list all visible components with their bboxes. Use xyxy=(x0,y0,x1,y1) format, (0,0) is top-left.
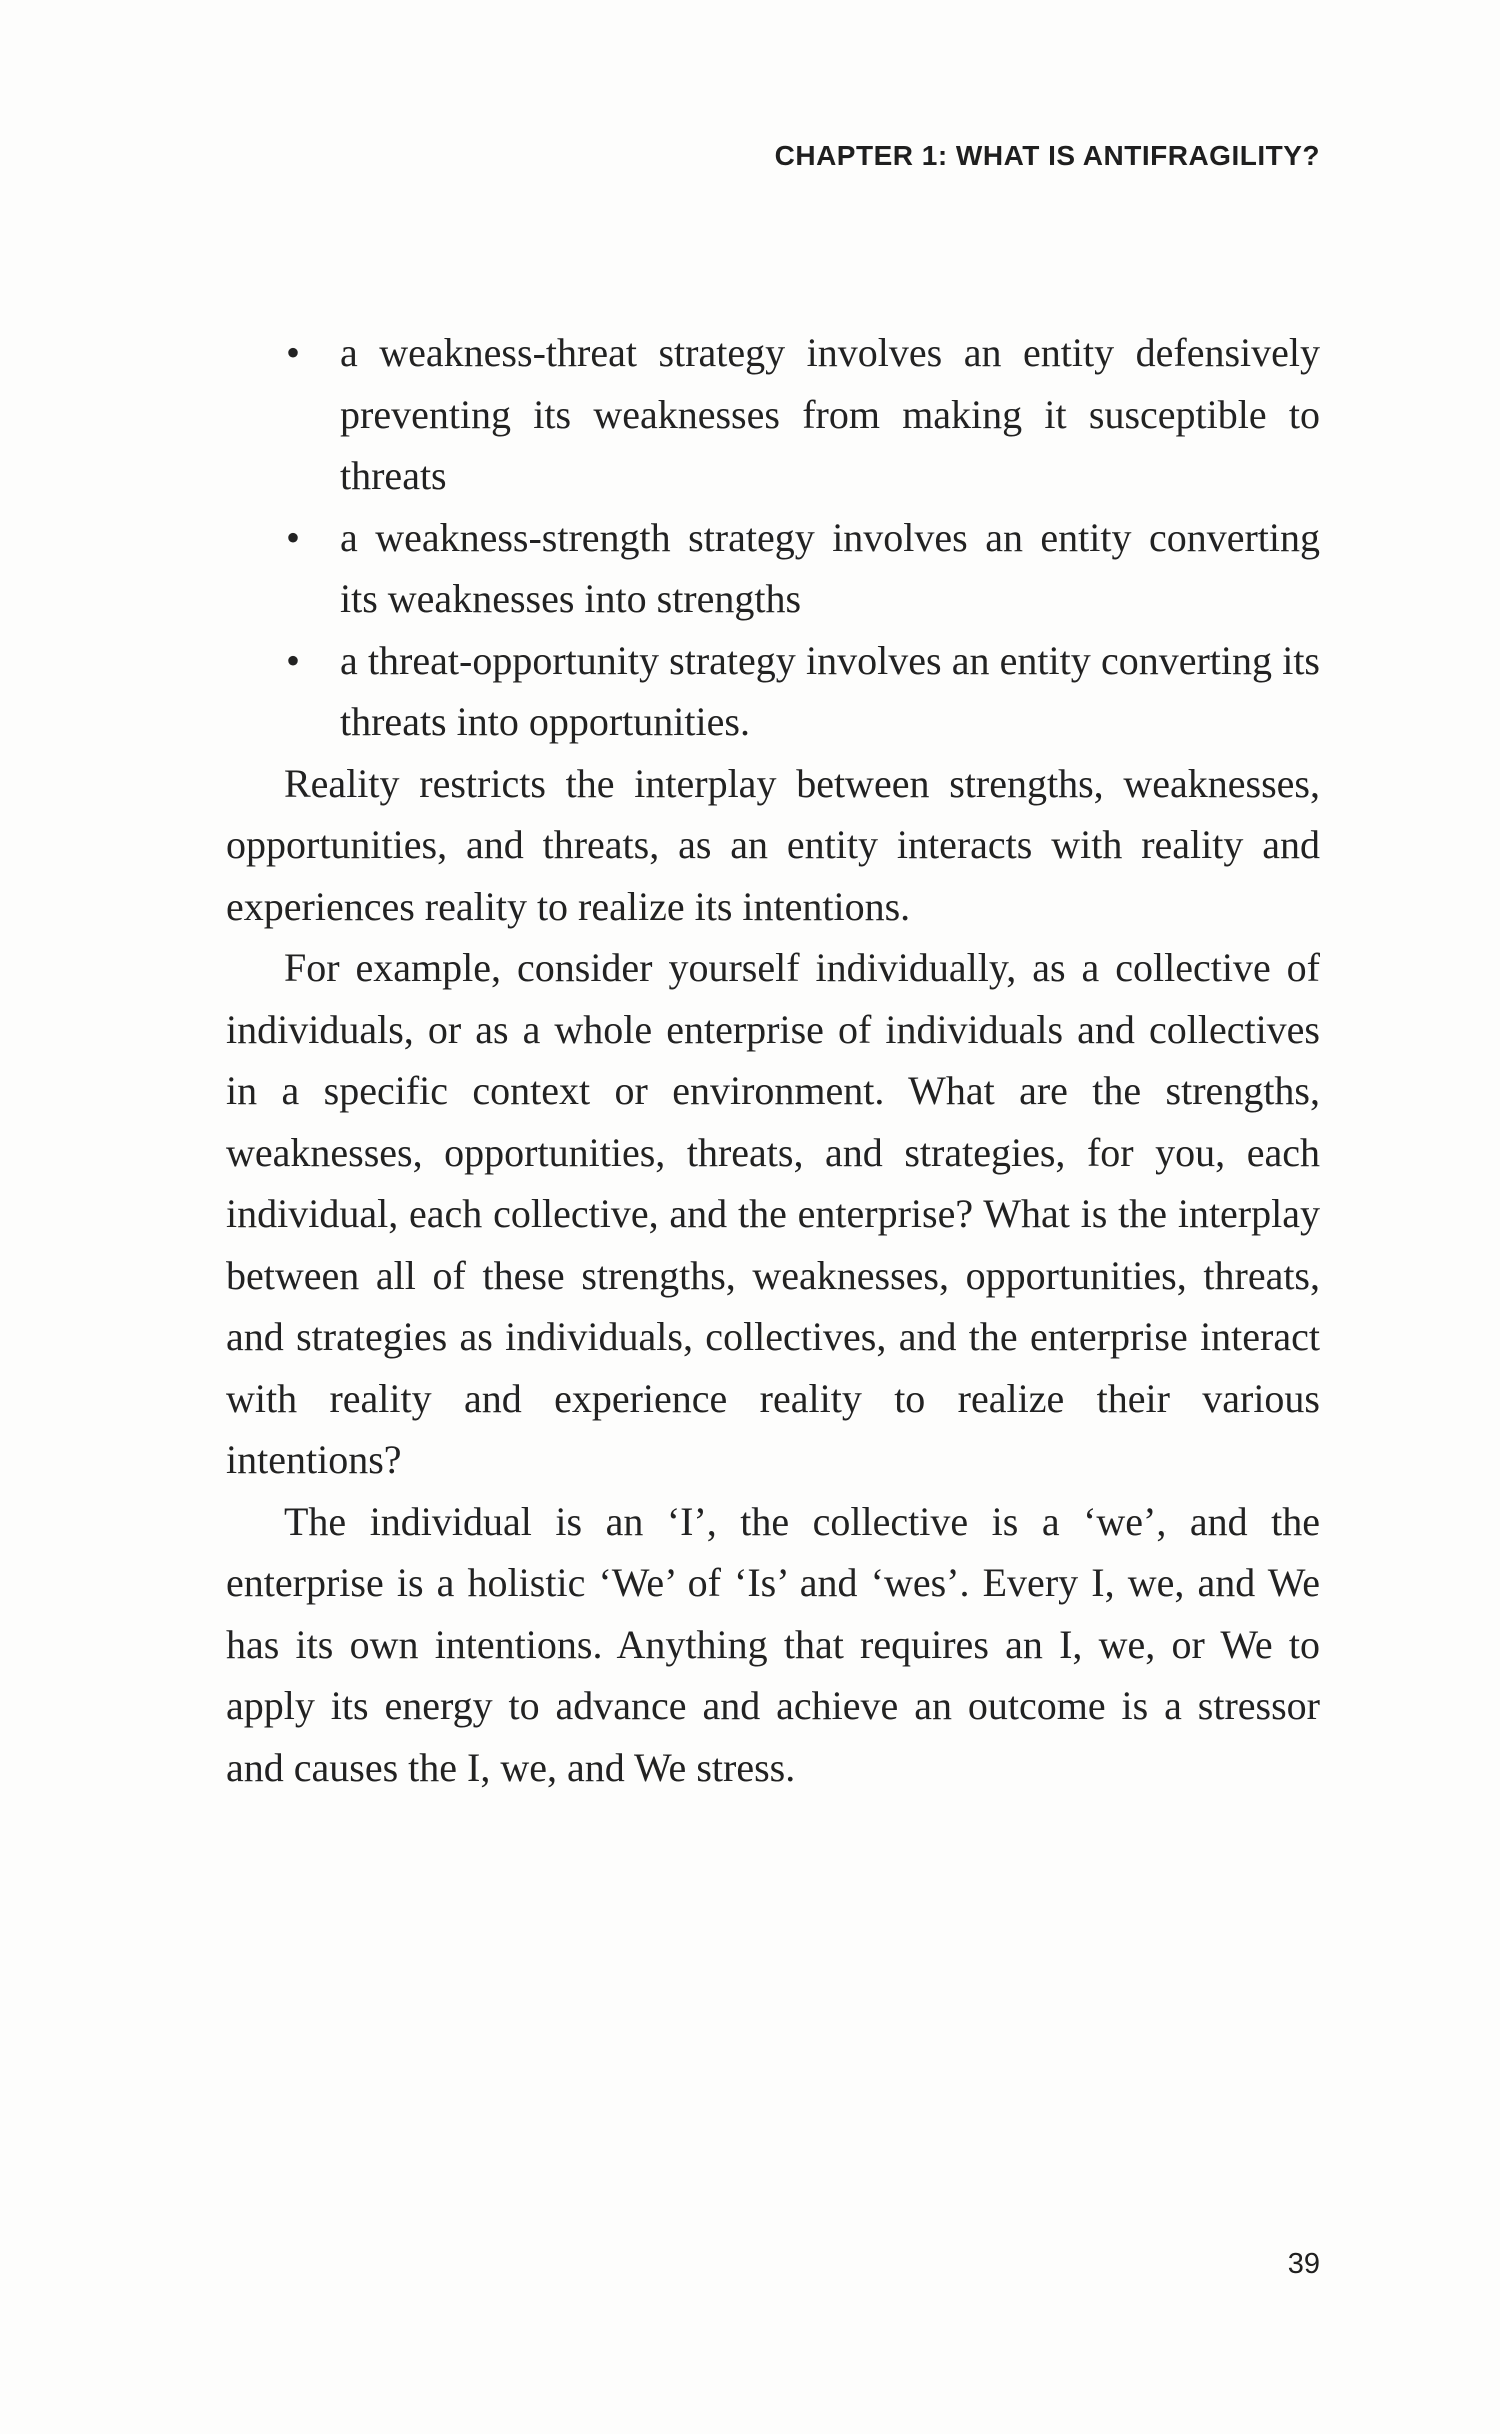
body-text xyxy=(226,322,1320,1798)
bullet-icon: • xyxy=(286,330,301,375)
paragraph-example: For example, consider yourself individually, as a collective of individuals, or as a whole enterprise of individuals and collectives in a specific context or environment. What are the strengths, weaknesses, opportunities, threats, and strategies, for you, each individual, each collective, and the enterprise? What is the interplay between all of these strengths, weaknesses, opportunities, threats, and strategies as individuals, collectives, and the enterprise interact with reality and experience reality to realize their various intentions? xyxy=(226,945,1320,1482)
paragraph-individual: The individual is an ‘I’, the collective is a ‘we’, and the enterprise is a holistic ‘We’ of ‘Is’ and ‘wes’. Every I, we, and We has its own intentions. Anything that requires an I, we, or We to apply its energy to advance and achieve an outcome is a stressor and causes the I, we, and We stress. xyxy=(226,1498,1320,1790)
page-number: 39 xyxy=(1287,2248,1320,2280)
bullet-text: a threat-opportunity strategy involves an entity converting its threats into opportunities. xyxy=(340,637,1320,744)
paragraph-reality: Reality restricts the interplay between strengths, weaknesses, opportunities, and threats, as an entity interacts with reality and experiences reality to realize its intentions. xyxy=(226,760,1320,929)
list-item xyxy=(226,322,1320,507)
list-item xyxy=(226,507,1320,630)
bullet-icon: • xyxy=(286,514,301,560)
list-item xyxy=(226,630,1320,753)
running-head: CHAPTER 1: WHAT IS ANTIFRAGILITY? xyxy=(774,140,1320,171)
bullet-icon: • xyxy=(286,637,301,683)
strategy-bullet-list xyxy=(226,322,1320,753)
bullet-text: a weakness-strength strategy involves an entity converting its weaknesses into strengths xyxy=(340,514,1320,621)
bullet-text: a weakness-threat strategy involves an entity defensively preventing its weaknesses from making it susceptible to threats xyxy=(340,330,1320,498)
